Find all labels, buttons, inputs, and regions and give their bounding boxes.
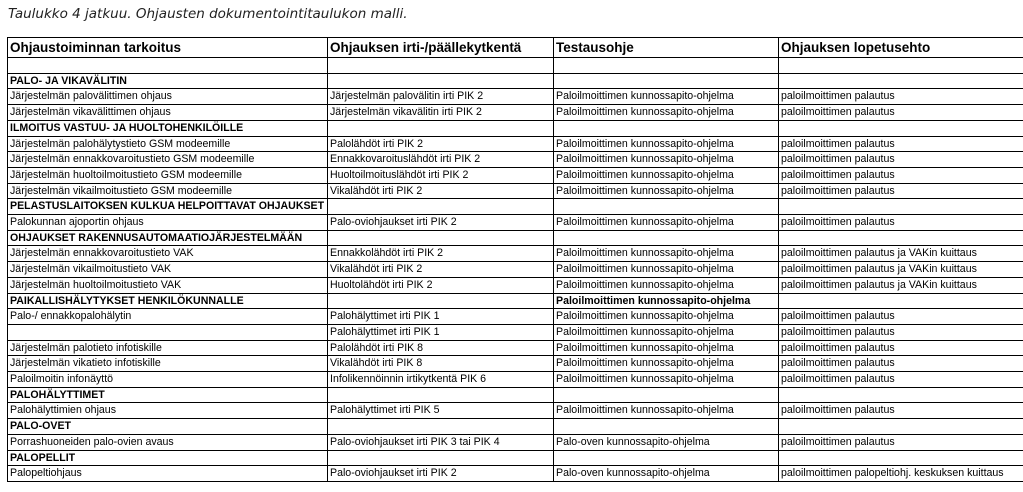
table-row <box>8 136 1023 152</box>
end-condition-cell <box>779 199 1023 215</box>
section-heading: PELASTUSLAITOKSEN KULKUA HELPOITTAVAT OHJAUKSET <box>8 199 328 215</box>
end-condition-cell: paloilmoittimen palautus ja VAKin kuittaus <box>779 277 1023 293</box>
testing-cell: Paloilmoittimen kunnossapito-ohjelma <box>554 152 779 168</box>
end-condition-cell: paloilmoittimen palautus <box>779 356 1023 372</box>
purpose-cell: Järjestelmän ennakkovaroitustieto VAK <box>8 246 328 262</box>
table-row <box>8 58 1023 74</box>
header-purpose: Ohjaustoiminnan tarkoitus <box>8 38 328 58</box>
end-condition-cell: paloilmoittimen palautus <box>779 434 1023 450</box>
table-row <box>8 403 1023 419</box>
testing-cell <box>554 73 779 89</box>
section-heading: PALOHÄLYTTIMET <box>8 387 328 403</box>
end-condition-cell: paloilmoittimen palautus <box>779 372 1023 388</box>
table-row <box>8 434 1023 450</box>
switching-cell <box>328 73 554 89</box>
purpose-cell: Järjestelmän vikailmoitustieto VAK <box>8 262 328 278</box>
switching-cell: Vikalähdöt irti PIK 2 <box>328 183 554 199</box>
switching-cell <box>328 419 554 435</box>
end-condition-cell: paloilmoittimen palautus <box>779 309 1023 325</box>
header-row <box>8 38 1023 58</box>
switching-cell: Järjestelmän vikavälitin irti PIK 2 <box>328 105 554 121</box>
end-condition-cell: paloilmoittimen palautus <box>779 89 1023 105</box>
switching-cell: Järjestelmän palovälitin irti PIK 2 <box>328 89 554 105</box>
end-condition-cell: paloilmoittimen palautus <box>779 167 1023 183</box>
section-row <box>8 419 1023 435</box>
header-testing: Testausohje <box>554 38 779 58</box>
switching-cell: Huoltoilmoituslähdöt irti PIK 2 <box>328 167 554 183</box>
switching-cell: Infolikennöinnin irtikytkentä PIK 6 <box>328 372 554 388</box>
switching-cell: Ennakkolähdöt irti PIK 2 <box>328 246 554 262</box>
testing-cell: Paloilmoittimen kunnossapito-ohjelma <box>554 136 779 152</box>
header-switching: Ohjauksen irti-/päällekytkentä <box>328 38 554 58</box>
table-row <box>8 89 1023 105</box>
testing-cell: Paloilmoittimen kunnossapito-ohjelma <box>554 340 779 356</box>
purpose-cell: Järjestelmän vikatieto infotiskille <box>8 356 328 372</box>
table-row <box>8 262 1023 278</box>
testing-cell: Paloilmoittimen kunnossapito-ohjelma <box>554 293 779 309</box>
section-row <box>8 387 1023 403</box>
testing-cell: Palo-oven kunnossapito-ohjelma <box>554 434 779 450</box>
testing-cell: Paloilmoittimen kunnossapito-ohjelma <box>554 167 779 183</box>
switching-cell: Palo-oviohjaukset irti PIK 2 <box>328 215 554 231</box>
purpose-cell: Palokunnan ajoportin ohjaus <box>8 215 328 231</box>
end-condition-cell <box>779 73 1023 89</box>
purpose-cell: Järjestelmän huoltoilmoitustieto VAK <box>8 277 328 293</box>
switching-cell: Palo-oviohjaukset irti PIK 2 <box>328 466 554 482</box>
end-condition-cell: paloilmoittimen palautus <box>779 105 1023 121</box>
table-row <box>8 183 1023 199</box>
switching-cell: Palohälyttimet irti PIK 1 <box>328 324 554 340</box>
header-end-condition: Ohjauksen lopetusehto <box>779 38 1023 58</box>
purpose-cell <box>8 324 328 340</box>
switching-cell: Vikalähdöt irti PIK 8 <box>328 356 554 372</box>
end-condition-cell: paloilmoittimen palautus <box>779 324 1023 340</box>
switching-cell: Huoltolähdöt irti PIK 2 <box>328 277 554 293</box>
end-condition-cell: paloilmoittimen palautus <box>779 136 1023 152</box>
end-condition-cell: paloilmoittimen palautus ja VAKin kuittaus <box>779 262 1023 278</box>
switching-cell: Vikalähdöt irti PIK 2 <box>328 262 554 278</box>
switching-cell: Palohälyttimet irti PIK 1 <box>328 309 554 325</box>
section-row <box>8 293 1023 309</box>
end-condition-cell <box>779 387 1023 403</box>
testing-cell <box>554 199 779 215</box>
end-condition-cell <box>779 419 1023 435</box>
table-row <box>8 466 1023 482</box>
section-row <box>8 199 1023 215</box>
testing-cell: Paloilmoittimen kunnossapito-ohjelma <box>554 89 779 105</box>
section-heading: OHJAUKSET RAKENNUSAUTOMAATIOJÄRJESTELMÄÄN <box>8 230 328 246</box>
testing-cell <box>554 387 779 403</box>
end-condition-cell: paloilmoittimen palopeltiohj. keskuksen kuittaus <box>779 466 1023 482</box>
switching-cell: Palohälyttimet irti PIK 5 <box>328 403 554 419</box>
testing-cell <box>554 120 779 136</box>
testing-cell: Paloilmoittimen kunnossapito-ohjelma <box>554 324 779 340</box>
end-condition-cell <box>779 120 1023 136</box>
testing-cell: Paloilmoittimen kunnossapito-ohjelma <box>554 262 779 278</box>
testing-cell: Paloilmoittimen kunnossapito-ohjelma <box>554 372 779 388</box>
purpose-cell: Palo-/ ennakkopalohälytin <box>8 309 328 325</box>
testing-cell: Paloilmoittimen kunnossapito-ohjelma <box>554 356 779 372</box>
purpose-cell: Järjestelmän palotieto infotiskille <box>8 340 328 356</box>
testing-cell: Paloilmoittimen kunnossapito-ohjelma <box>554 215 779 231</box>
testing-cell <box>554 450 779 466</box>
table-row <box>8 167 1023 183</box>
testing-cell: Paloilmoittimen kunnossapito-ohjelma <box>554 403 779 419</box>
switching-cell <box>328 450 554 466</box>
switching-cell <box>328 230 554 246</box>
table-row <box>8 324 1023 340</box>
switching-cell: Ennakkovaroituslähdöt irti PIK 2 <box>328 152 554 168</box>
end-condition-cell: paloilmoittimen palautus <box>779 403 1023 419</box>
switching-cell <box>328 387 554 403</box>
switching-cell: Palolähdöt irti PIK 8 <box>328 340 554 356</box>
section-row <box>8 120 1023 136</box>
section-row <box>8 230 1023 246</box>
switching-cell: Palolähdöt irti PIK 2 <box>328 136 554 152</box>
testing-cell: Paloilmoittimen kunnossapito-ohjelma <box>554 277 779 293</box>
section-heading: PAIKALLISHÄLYTYKSET HENKILÖKUNNALLE <box>8 293 328 309</box>
table-row <box>8 309 1023 325</box>
testing-cell <box>554 419 779 435</box>
purpose-cell: Paloilmoitin infonäyttö <box>8 372 328 388</box>
control-documentation-table <box>7 37 1023 482</box>
switching-cell <box>328 58 554 74</box>
testing-cell <box>554 58 779 74</box>
table-row <box>8 340 1023 356</box>
table-row <box>8 215 1023 231</box>
testing-cell: Paloilmoittimen kunnossapito-ohjelma <box>554 105 779 121</box>
purpose-cell: Järjestelmän vikavälittimen ohjaus <box>8 105 328 121</box>
switching-cell <box>328 120 554 136</box>
end-condition-cell <box>779 58 1023 74</box>
testing-cell: Paloilmoittimen kunnossapito-ohjelma <box>554 183 779 199</box>
table-row <box>8 277 1023 293</box>
purpose-cell <box>8 58 328 74</box>
switching-cell <box>328 293 554 309</box>
table-row <box>8 152 1023 168</box>
end-condition-cell: paloilmoittimen palautus <box>779 340 1023 356</box>
purpose-cell: Järjestelmän palohälytystieto GSM modeemille <box>8 136 328 152</box>
purpose-cell: Järjestelmän huoltoilmoitustieto GSM modeemille <box>8 167 328 183</box>
end-condition-cell <box>779 293 1023 309</box>
testing-cell: Paloilmoittimen kunnossapito-ohjelma <box>554 246 779 262</box>
switching-cell: Palo-oviohjaukset irti PIK 3 tai PIK 4 <box>328 434 554 450</box>
end-condition-cell: paloilmoittimen palautus <box>779 183 1023 199</box>
testing-cell: Paloilmoittimen kunnossapito-ohjelma <box>554 309 779 325</box>
section-heading: PALO- JA VIKAVÄLITIN <box>8 73 328 89</box>
switching-cell <box>328 199 554 215</box>
section-row <box>8 450 1023 466</box>
table-row <box>8 356 1023 372</box>
purpose-cell: Järjestelmän ennakkovaroitustieto GSM modeemille <box>8 152 328 168</box>
section-heading: PALOPELLIT <box>8 450 328 466</box>
purpose-cell: Järjestelmän palovälittimen ohjaus <box>8 89 328 105</box>
testing-cell <box>554 230 779 246</box>
table-row <box>8 105 1023 121</box>
table-body <box>8 58 1023 482</box>
testing-cell: Palo-oven kunnossapito-ohjelma <box>554 466 779 482</box>
purpose-cell: Palopeltiohjaus <box>8 466 328 482</box>
end-condition-cell: paloilmoittimen palautus <box>779 215 1023 231</box>
table-row <box>8 246 1023 262</box>
section-heading: PALO-OVET <box>8 419 328 435</box>
table-row <box>8 372 1023 388</box>
end-condition-cell <box>779 450 1023 466</box>
purpose-cell: Porrashuoneiden palo-ovien avaus <box>8 434 328 450</box>
end-condition-cell <box>779 230 1023 246</box>
table-caption: Taulukko 4 jatkuu. Ohjausten dokumentointitaulukon malli. <box>8 6 408 22</box>
section-row <box>8 73 1023 89</box>
purpose-cell: Palohälyttimien ohjaus <box>8 403 328 419</box>
end-condition-cell: paloilmoittimen palautus ja VAKin kuittaus <box>779 246 1023 262</box>
end-condition-cell: paloilmoittimen palautus <box>779 152 1023 168</box>
purpose-cell: Järjestelmän vikailmoitustieto GSM modeemille <box>8 183 328 199</box>
section-heading: ILMOITUS VASTUU- JA HUOLTOHENKILÖILLE <box>8 120 328 136</box>
